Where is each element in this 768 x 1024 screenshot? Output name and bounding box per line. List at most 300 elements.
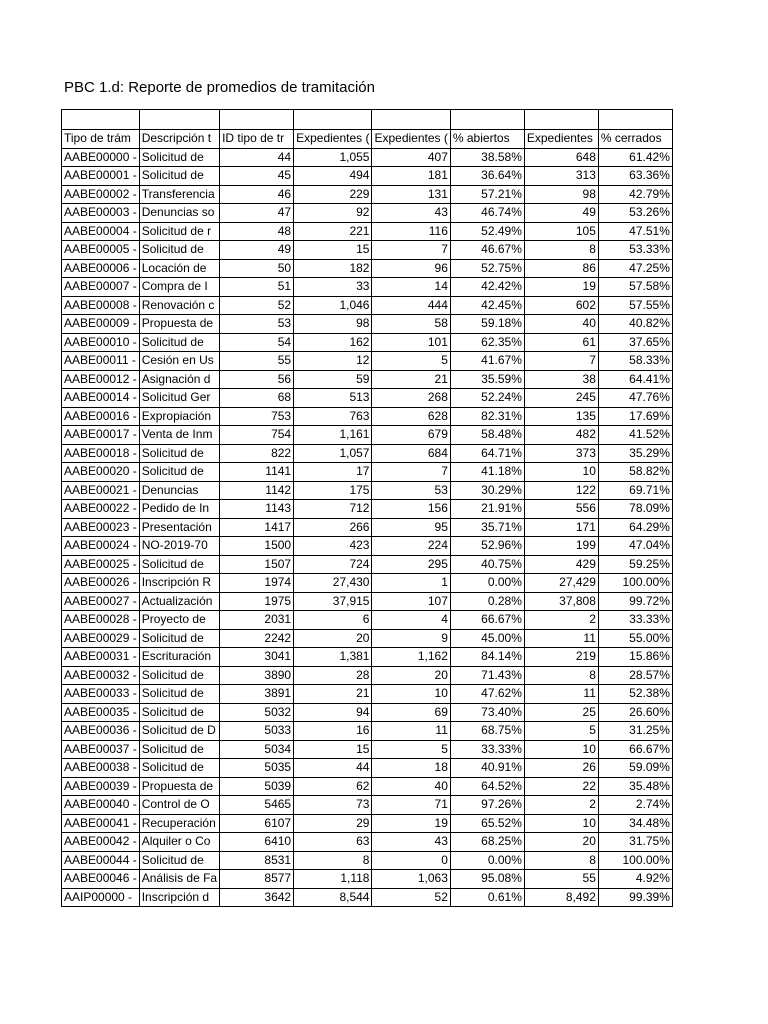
- pct-abiertos-cell: 41.67%: [450, 352, 524, 371]
- expedientes-abiertos-cell: 131: [372, 185, 450, 204]
- descripcion-cell: Recuperación: [139, 814, 219, 833]
- pct-abiertos-cell: 30.29%: [450, 481, 524, 500]
- expedientes-total-cell: 221: [294, 222, 372, 241]
- pct-cerrados-cell: 99.72%: [598, 592, 672, 611]
- expedientes-total-cell: 8: [294, 851, 372, 870]
- expedientes-total-cell: 44: [294, 759, 372, 778]
- pct-cerrados-cell: 63.36%: [598, 167, 672, 186]
- pct-cerrados-cell: 57.55%: [598, 296, 672, 315]
- pct-abiertos-cell: 0.61%: [450, 888, 524, 907]
- pct-cerrados-cell: 99.39%: [598, 888, 672, 907]
- pct-abiertos-cell: 45.00%: [450, 629, 524, 648]
- pct-cerrados-cell: 4.92%: [598, 870, 672, 889]
- descripcion-cell: Escrituración: [139, 648, 219, 667]
- descripcion-cell: Solicitud de: [139, 851, 219, 870]
- expedientes-total-cell: 763: [294, 407, 372, 426]
- expedientes-total-cell: 724: [294, 555, 372, 574]
- pct-cerrados-cell: 47.25%: [598, 259, 672, 278]
- expedientes-total-cell: 62: [294, 777, 372, 796]
- tipo-cell: AABE00029 -: [62, 629, 140, 648]
- expedientes-abiertos-cell: 107: [372, 592, 450, 611]
- tipo-cell: AABE00011 -: [62, 352, 140, 371]
- pct-abiertos-cell: 40.75%: [450, 555, 524, 574]
- tipo-cell: AABE00001 -: [62, 167, 140, 186]
- expedientes-abiertos-cell: 684: [372, 444, 450, 463]
- tipo-cell: AABE00031 -: [62, 648, 140, 667]
- expedientes-total-cell: 1,055: [294, 148, 372, 167]
- id-tipo-cell: 1507: [220, 555, 294, 574]
- pct-abiertos-cell: 33.33%: [450, 740, 524, 759]
- expedientes-cerrados-cell: 10: [524, 740, 598, 759]
- id-tipo-cell: 3890: [220, 666, 294, 685]
- pct-cerrados-cell: 64.41%: [598, 370, 672, 389]
- header-row: [62, 130, 673, 149]
- expedientes-abiertos-cell: 116: [372, 222, 450, 241]
- descripcion-cell: Propuesta de: [139, 777, 219, 796]
- expedientes-cerrados-cell: 8,492: [524, 888, 598, 907]
- pct-cerrados-cell: 47.04%: [598, 537, 672, 556]
- table-row: [62, 685, 673, 704]
- expedientes-abiertos-cell: 224: [372, 537, 450, 556]
- descripcion-cell: Solicitud de: [139, 241, 219, 260]
- header-cell-descripcion: Descripción t: [139, 130, 219, 149]
- expedientes-cerrados-cell: 19: [524, 278, 598, 297]
- header-cell-tipo: Tipo de trám: [62, 130, 140, 149]
- expedientes-abiertos-cell: 43: [372, 833, 450, 852]
- id-tipo-cell: 44: [220, 148, 294, 167]
- expedientes-abiertos-cell: 156: [372, 500, 450, 519]
- tipo-cell: AABE00041 -: [62, 814, 140, 833]
- id-tipo-cell: 50: [220, 259, 294, 278]
- header-cell-pct-cerrados: % cerrados: [598, 130, 672, 149]
- expedientes-total-cell: 92: [294, 204, 372, 223]
- header-cell-expedientes-abiertos: Expedientes (: [372, 130, 450, 149]
- expedientes-abiertos-cell: 19: [372, 814, 450, 833]
- expedientes-cerrados-cell: 105: [524, 222, 598, 241]
- id-tipo-cell: 5033: [220, 722, 294, 741]
- expedientes-cerrados-cell: 135: [524, 407, 598, 426]
- expedientes-cerrados-cell: 20: [524, 833, 598, 852]
- descripcion-cell: Solicitud de: [139, 444, 219, 463]
- expedientes-abiertos-cell: 69: [372, 703, 450, 722]
- descripcion-cell: Renovación c: [139, 296, 219, 315]
- table-row: [62, 426, 673, 445]
- descripcion-cell: Venta de Inm: [139, 426, 219, 445]
- table-row: [62, 500, 673, 519]
- expedientes-total-cell: 1,161: [294, 426, 372, 445]
- table-row: [62, 204, 673, 223]
- tipo-cell: AABE00025 -: [62, 555, 140, 574]
- expedientes-cerrados-cell: 38: [524, 370, 598, 389]
- pct-cerrados-cell: 42.79%: [598, 185, 672, 204]
- expedientes-cerrados-cell: 7: [524, 352, 598, 371]
- expedientes-abiertos-cell: 21: [372, 370, 450, 389]
- expedientes-abiertos-cell: 181: [372, 167, 450, 186]
- expedientes-cerrados-cell: 40: [524, 315, 598, 334]
- table-row: [62, 648, 673, 667]
- expedientes-cerrados-cell: 219: [524, 648, 598, 667]
- id-tipo-cell: 56: [220, 370, 294, 389]
- descripcion-cell: Pedido de In: [139, 500, 219, 519]
- table-row: [62, 888, 673, 907]
- expedientes-cerrados-cell: 8: [524, 851, 598, 870]
- tipo-cell: AABE00042 -: [62, 833, 140, 852]
- expedientes-total-cell: 15: [294, 740, 372, 759]
- pct-cerrados-cell: 28.57%: [598, 666, 672, 685]
- id-tipo-cell: 54: [220, 333, 294, 352]
- expedientes-total-cell: 1,381: [294, 648, 372, 667]
- expedientes-abiertos-cell: 95: [372, 518, 450, 537]
- pct-abiertos-cell: 42.42%: [450, 278, 524, 297]
- tipo-cell: AABE00017 -: [62, 426, 140, 445]
- descripcion-cell: NO-2019-70: [139, 537, 219, 556]
- expedientes-cerrados-cell: 373: [524, 444, 598, 463]
- tipo-cell: AABE00040 -: [62, 796, 140, 815]
- pct-abiertos-cell: 68.75%: [450, 722, 524, 741]
- tipo-cell: AABE00024 -: [62, 537, 140, 556]
- id-tipo-cell: 2031: [220, 611, 294, 630]
- descripcion-cell: Análisis de Fa: [139, 870, 219, 889]
- expedientes-abiertos-cell: 268: [372, 389, 450, 408]
- descripcion-cell: Compra de I: [139, 278, 219, 297]
- blank-cell: [524, 110, 598, 130]
- pct-abiertos-cell: 64.71%: [450, 444, 524, 463]
- descripcion-cell: Denuncias so: [139, 204, 219, 223]
- pct-abiertos-cell: 42.45%: [450, 296, 524, 315]
- tipo-cell: AABE00004 -: [62, 222, 140, 241]
- tipo-cell: AABE00005 -: [62, 241, 140, 260]
- descripcion-cell: Proyecto de: [139, 611, 219, 630]
- id-tipo-cell: 1143: [220, 500, 294, 519]
- pct-cerrados-cell: 40.82%: [598, 315, 672, 334]
- expedientes-total-cell: 229: [294, 185, 372, 204]
- expedientes-cerrados-cell: 122: [524, 481, 598, 500]
- tipo-cell: AABE00006 -: [62, 259, 140, 278]
- expedientes-cerrados-cell: 313: [524, 167, 598, 186]
- pct-abiertos-cell: 68.25%: [450, 833, 524, 852]
- expedientes-total-cell: 494: [294, 167, 372, 186]
- expedientes-total-cell: 182: [294, 259, 372, 278]
- tipo-cell: AABE00032 -: [62, 666, 140, 685]
- pct-abiertos-cell: 52.75%: [450, 259, 524, 278]
- descripcion-cell: Presentación: [139, 518, 219, 537]
- header-cell-expedientes-total: Expedientes (: [294, 130, 372, 149]
- table-body: [62, 110, 673, 907]
- pct-abiertos-cell: 46.74%: [450, 204, 524, 223]
- tipo-cell: AABE00002 -: [62, 185, 140, 204]
- expedientes-cerrados-cell: 61: [524, 333, 598, 352]
- table-row: [62, 407, 673, 426]
- pct-abiertos-cell: 35.59%: [450, 370, 524, 389]
- id-tipo-cell: 1141: [220, 463, 294, 482]
- id-tipo-cell: 45: [220, 167, 294, 186]
- descripcion-cell: Solicitud de: [139, 629, 219, 648]
- expedientes-abiertos-cell: 52: [372, 888, 450, 907]
- expedientes-total-cell: 15: [294, 241, 372, 260]
- table-row: [62, 555, 673, 574]
- table-row: [62, 870, 673, 889]
- expedientes-total-cell: 12: [294, 352, 372, 371]
- expedientes-cerrados-cell: 8: [524, 241, 598, 260]
- tipo-cell: AABE00033 -: [62, 685, 140, 704]
- expedientes-abiertos-cell: 101: [372, 333, 450, 352]
- expedientes-cerrados-cell: 429: [524, 555, 598, 574]
- pct-cerrados-cell: 37.65%: [598, 333, 672, 352]
- blank-cell: [139, 110, 219, 130]
- expedientes-total-cell: 175: [294, 481, 372, 500]
- id-tipo-cell: 8577: [220, 870, 294, 889]
- id-tipo-cell: 753: [220, 407, 294, 426]
- expedientes-cerrados-cell: 2: [524, 796, 598, 815]
- table-row: [62, 167, 673, 186]
- expedientes-total-cell: 59: [294, 370, 372, 389]
- expedientes-total-cell: 423: [294, 537, 372, 556]
- expedientes-cerrados-cell: 10: [524, 814, 598, 833]
- id-tipo-cell: 754: [220, 426, 294, 445]
- pct-cerrados-cell: 41.52%: [598, 426, 672, 445]
- pct-abiertos-cell: 0.28%: [450, 592, 524, 611]
- expedientes-cerrados-cell: 55: [524, 870, 598, 889]
- table-row: [62, 611, 673, 630]
- expedientes-abiertos-cell: 71: [372, 796, 450, 815]
- pct-abiertos-cell: 95.08%: [450, 870, 524, 889]
- expedientes-total-cell: 1,057: [294, 444, 372, 463]
- tipo-cell: AABE00010 -: [62, 333, 140, 352]
- table-row: [62, 315, 673, 334]
- expedientes-total-cell: 33: [294, 278, 372, 297]
- expedientes-abiertos-cell: 5: [372, 352, 450, 371]
- pct-cerrados-cell: 15.86%: [598, 648, 672, 667]
- table-row: [62, 592, 673, 611]
- expedientes-cerrados-cell: 10: [524, 463, 598, 482]
- descripcion-cell: Solicitud Ger: [139, 389, 219, 408]
- id-tipo-cell: 3041: [220, 648, 294, 667]
- expedientes-total-cell: 162: [294, 333, 372, 352]
- pct-cerrados-cell: 57.58%: [598, 278, 672, 297]
- expedientes-abiertos-cell: 18: [372, 759, 450, 778]
- descripcion-cell: Solicitud de r: [139, 222, 219, 241]
- tipo-cell: AABE00046 -: [62, 870, 140, 889]
- blank-cell: [372, 110, 450, 130]
- expedientes-cerrados-cell: 25: [524, 703, 598, 722]
- table-row: [62, 463, 673, 482]
- tipo-cell: AABE00044 -: [62, 851, 140, 870]
- pct-cerrados-cell: 35.48%: [598, 777, 672, 796]
- expedientes-abiertos-cell: 5: [372, 740, 450, 759]
- pct-abiertos-cell: 64.52%: [450, 777, 524, 796]
- id-tipo-cell: 2242: [220, 629, 294, 648]
- expedientes-total-cell: 20: [294, 629, 372, 648]
- descripcion-cell: Solicitud de: [139, 759, 219, 778]
- table-row: [62, 370, 673, 389]
- pct-abiertos-cell: 35.71%: [450, 518, 524, 537]
- pct-abiertos-cell: 57.21%: [450, 185, 524, 204]
- expedientes-abiertos-cell: 40: [372, 777, 450, 796]
- report-table: [61, 109, 673, 907]
- table-row: [62, 259, 673, 278]
- pct-cerrados-cell: 31.75%: [598, 833, 672, 852]
- header-cell-expedientes-cerrados: Expedientes: [524, 130, 598, 149]
- pct-abiertos-cell: 73.40%: [450, 703, 524, 722]
- pct-cerrados-cell: 2.74%: [598, 796, 672, 815]
- pct-cerrados-cell: 58.82%: [598, 463, 672, 482]
- expedientes-abiertos-cell: 295: [372, 555, 450, 574]
- table-row: [62, 222, 673, 241]
- pct-cerrados-cell: 64.29%: [598, 518, 672, 537]
- pct-abiertos-cell: 0.00%: [450, 574, 524, 593]
- descripcion-cell: Propuesta de: [139, 315, 219, 334]
- id-tipo-cell: 55: [220, 352, 294, 371]
- id-tipo-cell: 1500: [220, 537, 294, 556]
- expedientes-cerrados-cell: 199: [524, 537, 598, 556]
- id-tipo-cell: 1975: [220, 592, 294, 611]
- expedientes-abiertos-cell: 1,063: [372, 870, 450, 889]
- blank-row: [62, 110, 673, 130]
- expedientes-cerrados-cell: 98: [524, 185, 598, 204]
- id-tipo-cell: 5465: [220, 796, 294, 815]
- pct-abiertos-cell: 71.43%: [450, 666, 524, 685]
- descripcion-cell: Solicitud de: [139, 555, 219, 574]
- tipo-cell: AABE00009 -: [62, 315, 140, 334]
- tipo-cell: AABE00018 -: [62, 444, 140, 463]
- pct-cerrados-cell: 59.09%: [598, 759, 672, 778]
- id-tipo-cell: 5035: [220, 759, 294, 778]
- expedientes-cerrados-cell: 11: [524, 685, 598, 704]
- expedientes-cerrados-cell: 8: [524, 666, 598, 685]
- pct-abiertos-cell: 58.48%: [450, 426, 524, 445]
- tipo-cell: AABE00036 -: [62, 722, 140, 741]
- table-row: [62, 241, 673, 260]
- tipo-cell: AABE00014 -: [62, 389, 140, 408]
- expedientes-total-cell: 16: [294, 722, 372, 741]
- expedientes-total-cell: 21: [294, 685, 372, 704]
- blank-cell: [598, 110, 672, 130]
- pct-abiertos-cell: 97.26%: [450, 796, 524, 815]
- descripcion-cell: Expropiación: [139, 407, 219, 426]
- table-row: [62, 444, 673, 463]
- header-cell-id-tipo: ID tipo de tr: [220, 130, 294, 149]
- expedientes-cerrados-cell: 27,429: [524, 574, 598, 593]
- expedientes-abiertos-cell: 96: [372, 259, 450, 278]
- table-row: [62, 740, 673, 759]
- expedientes-abiertos-cell: 7: [372, 241, 450, 260]
- expedientes-abiertos-cell: 407: [372, 148, 450, 167]
- pct-cerrados-cell: 100.00%: [598, 574, 672, 593]
- expedientes-total-cell: 712: [294, 500, 372, 519]
- id-tipo-cell: 68: [220, 389, 294, 408]
- table-row: [62, 148, 673, 167]
- tipo-cell: AABE00035 -: [62, 703, 140, 722]
- descripcion-cell: Solicitud de: [139, 740, 219, 759]
- id-tipo-cell: 3642: [220, 888, 294, 907]
- expedientes-abiertos-cell: 58: [372, 315, 450, 334]
- pct-abiertos-cell: 52.96%: [450, 537, 524, 556]
- pct-abiertos-cell: 84.14%: [450, 648, 524, 667]
- expedientes-total-cell: 266: [294, 518, 372, 537]
- id-tipo-cell: 1974: [220, 574, 294, 593]
- expedientes-abiertos-cell: 20: [372, 666, 450, 685]
- table-row: [62, 851, 673, 870]
- id-tipo-cell: 49: [220, 241, 294, 260]
- tipo-cell: AABE00020 -: [62, 463, 140, 482]
- id-tipo-cell: 8531: [220, 851, 294, 870]
- expedientes-total-cell: 8,544: [294, 888, 372, 907]
- tipo-cell: AABE00027 -: [62, 592, 140, 611]
- descripcion-cell: Inscripción d: [139, 888, 219, 907]
- pct-cerrados-cell: 47.51%: [598, 222, 672, 241]
- table-row: [62, 278, 673, 297]
- descripcion-cell: Solicitud de: [139, 666, 219, 685]
- pct-abiertos-cell: 62.35%: [450, 333, 524, 352]
- descripcion-cell: Solicitud de: [139, 463, 219, 482]
- descripcion-cell: Solicitud de: [139, 703, 219, 722]
- descripcion-cell: Solicitud de: [139, 167, 219, 186]
- expedientes-cerrados-cell: 11: [524, 629, 598, 648]
- page-title: PBC 1.d: Reporte de promedios de tramitación: [64, 79, 375, 96]
- descripcion-cell: Alquiler o Co: [139, 833, 219, 852]
- descripcion-cell: Solicitud de: [139, 333, 219, 352]
- id-tipo-cell: 47: [220, 204, 294, 223]
- expedientes-total-cell: 27,430: [294, 574, 372, 593]
- descripcion-cell: Denuncias: [139, 481, 219, 500]
- pct-cerrados-cell: 55.00%: [598, 629, 672, 648]
- expedientes-total-cell: 94: [294, 703, 372, 722]
- expedientes-total-cell: 73: [294, 796, 372, 815]
- pct-abiertos-cell: 59.18%: [450, 315, 524, 334]
- table-row: [62, 703, 673, 722]
- descripcion-cell: Transferencia: [139, 185, 219, 204]
- pct-cerrados-cell: 61.42%: [598, 148, 672, 167]
- table-row: [62, 814, 673, 833]
- pct-cerrados-cell: 69.71%: [598, 481, 672, 500]
- expedientes-abiertos-cell: 444: [372, 296, 450, 315]
- tipo-cell: AABE00016 -: [62, 407, 140, 426]
- pct-cerrados-cell: 26.60%: [598, 703, 672, 722]
- pct-cerrados-cell: 17.69%: [598, 407, 672, 426]
- tipo-cell: AABE00007 -: [62, 278, 140, 297]
- tipo-cell: AABE00000 -: [62, 148, 140, 167]
- table-row: [62, 759, 673, 778]
- expedientes-total-cell: 1,118: [294, 870, 372, 889]
- table-row: [62, 537, 673, 556]
- descripcion-cell: Control de O: [139, 796, 219, 815]
- expedientes-cerrados-cell: 245: [524, 389, 598, 408]
- blank-cell: [62, 110, 140, 130]
- pct-abiertos-cell: 41.18%: [450, 463, 524, 482]
- pct-cerrados-cell: 66.67%: [598, 740, 672, 759]
- expedientes-abiertos-cell: 11: [372, 722, 450, 741]
- tipo-cell: AABE00022 -: [62, 500, 140, 519]
- descripcion-cell: Inscripción R: [139, 574, 219, 593]
- tipo-cell: AABE00038 -: [62, 759, 140, 778]
- tipo-cell: AABE00028 -: [62, 611, 140, 630]
- expedientes-abiertos-cell: 1: [372, 574, 450, 593]
- id-tipo-cell: 1417: [220, 518, 294, 537]
- table-row: [62, 296, 673, 315]
- descripcion-cell: Locación de: [139, 259, 219, 278]
- expedientes-abiertos-cell: 10: [372, 685, 450, 704]
- id-tipo-cell: 5034: [220, 740, 294, 759]
- expedientes-abiertos-cell: 1,162: [372, 648, 450, 667]
- expedientes-total-cell: 17: [294, 463, 372, 482]
- pct-abiertos-cell: 46.67%: [450, 241, 524, 260]
- pct-abiertos-cell: 36.64%: [450, 167, 524, 186]
- expedientes-abiertos-cell: 679: [372, 426, 450, 445]
- id-tipo-cell: 5039: [220, 777, 294, 796]
- table-row: [62, 518, 673, 537]
- id-tipo-cell: 6107: [220, 814, 294, 833]
- expedientes-total-cell: 513: [294, 389, 372, 408]
